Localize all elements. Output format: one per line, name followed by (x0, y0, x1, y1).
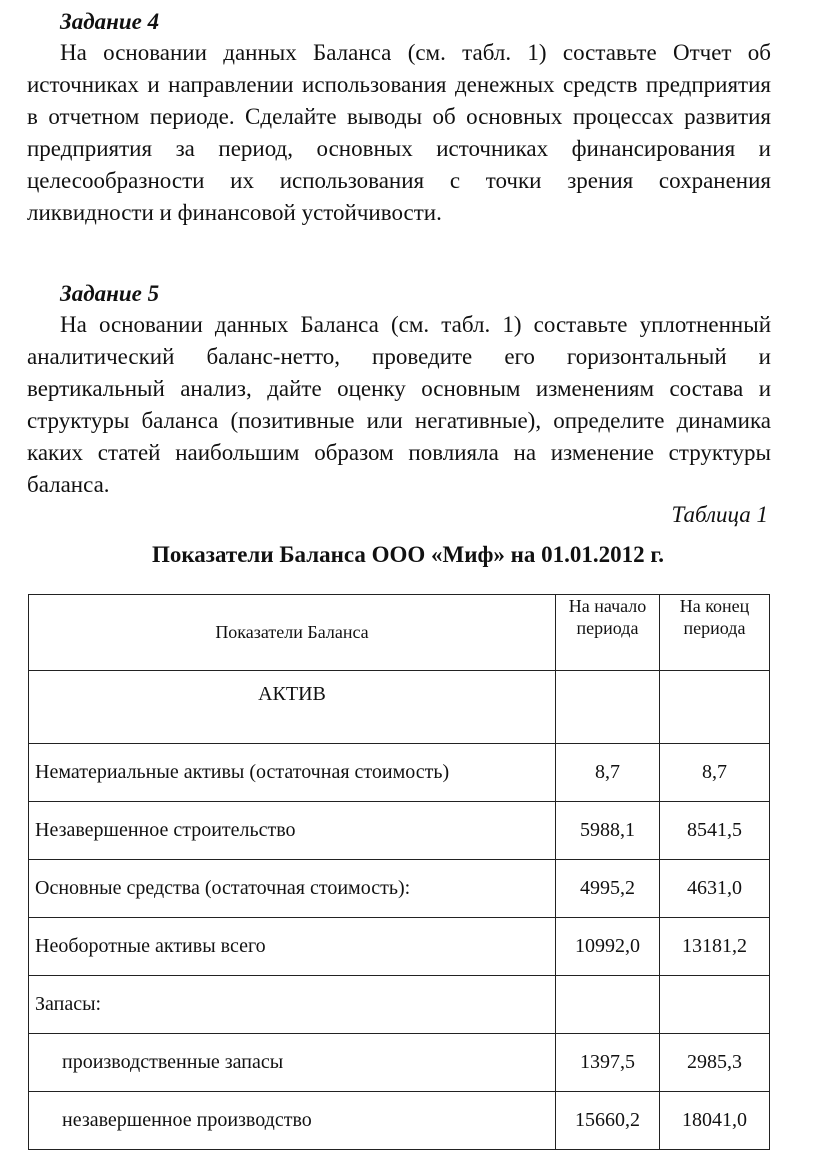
row-end (660, 976, 770, 1034)
row-end: 4631,0 (660, 860, 770, 918)
row-name: Необоротные активы всего (29, 918, 556, 976)
row-name: Основные средства (остаточная стоимость): (29, 860, 556, 918)
section-end-cell (660, 671, 770, 744)
section-start-cell (556, 671, 660, 744)
table-caption: Таблица 1 (671, 502, 768, 527)
task5-title: Задание 5 (60, 281, 160, 306)
header-start: На начало периода (556, 595, 660, 671)
row-name: Запасы: (29, 976, 556, 1034)
table-row-total (29, 918, 770, 976)
table-header-row (29, 595, 770, 671)
row-end: 8,7 (660, 744, 770, 802)
row-start: 10992,0 (556, 918, 660, 976)
table-row (29, 1034, 770, 1092)
row-name: Нематериальные активы (остаточная стоимость) (29, 744, 556, 802)
table-row (29, 1092, 770, 1150)
row-end: 8541,5 (660, 802, 770, 860)
task4-text: На основании данных Баланса (см. табл. 1) составьте Отчет об источниках и направлении использования денежных средств предприятия в отчетном периоде. Сделайте выводы об основных процессах развития предприятия за период, основных источниках финансирования и целесообразности их использования с точки зрения сохранения ликвидности и финансовой устойчивости. (27, 40, 771, 225)
header-end: На конец периода (660, 595, 770, 671)
row-start (556, 976, 660, 1034)
row-start: 5988,1 (556, 802, 660, 860)
table-row (29, 744, 770, 802)
task4-title: Задание 4 (60, 9, 160, 34)
table-row (29, 976, 770, 1034)
table-title: Показатели Баланса ООО «Миф» на 01.01.2012 г. (151, 542, 665, 567)
row-name: производственные запасы (29, 1034, 556, 1092)
table-row (29, 860, 770, 918)
row-start: 8,7 (556, 744, 660, 802)
row-start: 4995,2 (556, 860, 660, 918)
section-row (29, 671, 770, 744)
row-name: незавершенное производство (29, 1092, 556, 1150)
table-row (29, 802, 770, 860)
row-end: 18041,0 (660, 1092, 770, 1150)
row-end: 13181,2 (660, 918, 770, 976)
row-name: Незавершенное строительство (29, 802, 556, 860)
balance-table (28, 594, 770, 1150)
row-end: 2985,3 (660, 1034, 770, 1092)
row-start: 1397,5 (556, 1034, 660, 1092)
header-name: Показатели Баланса (29, 595, 556, 671)
section-label: АКТИВ (29, 671, 556, 744)
row-start: 15660,2 (556, 1092, 660, 1150)
task5-text: На основании данных Баланса (см. табл. 1) составьте уплотненный аналитический баланс-нетто, проведите его горизонтальный и вертикальный анализ, дайте оценку основным изменениям состава и структуры баланса (позитивные или негативные), определите динамика каких статей наибольшим образом повлияла на изменение структуры баланса. (27, 312, 771, 497)
